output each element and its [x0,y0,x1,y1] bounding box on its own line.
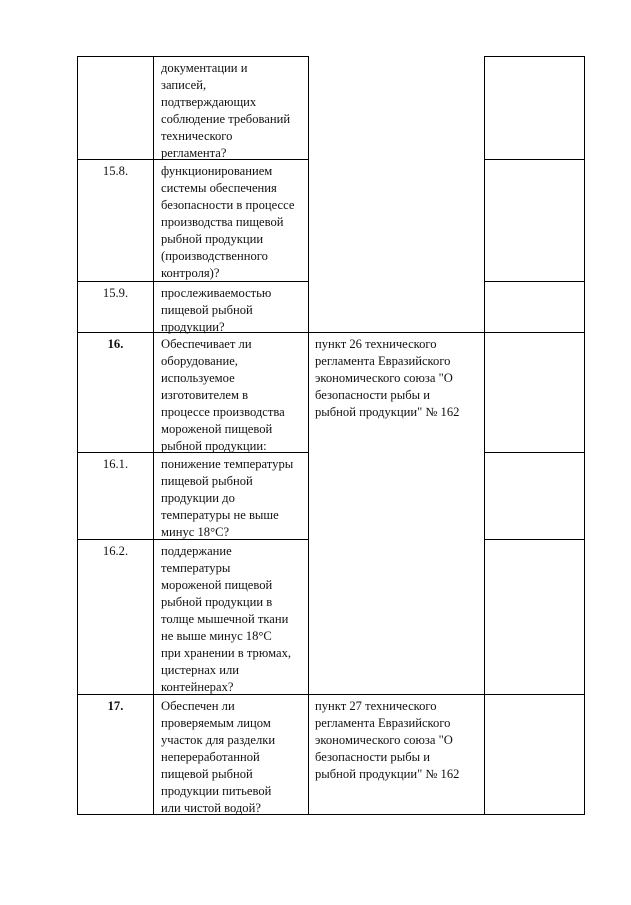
row-separator-result [484,159,585,160]
row-number: 16. [107,337,124,351]
row-number: 17. [107,699,124,713]
question-text-line: продукции до [161,491,235,505]
question-text-line: минус 18°С? [161,525,230,539]
question-text-line: пищевой рыбной [161,303,253,317]
row-number: 16.2. [102,544,129,558]
question-text-line: рыбной продукции в [161,595,273,609]
row-number: 15.8. [102,164,129,178]
question-text-line: цистернах или [161,663,239,677]
question-text-line: (производственного [161,249,268,263]
question-text-line: рыбной продукции: [161,439,267,453]
question-text-line: температуры не выше [161,508,279,522]
reference-text-line: безопасности рыбы и [315,750,430,764]
question-text-line: контроля)? [161,266,220,280]
row-separator-result [484,281,585,282]
reference-text-line: экономического союза "О [315,733,453,747]
question-text-line: Обеспечен ли [161,699,235,713]
question-text-line: понижение температуры [161,457,294,471]
question-text-line: системы обеспечения [161,181,277,195]
question-text-line: используемое [161,371,235,385]
row-separator-result [484,332,585,333]
reference-text-line: регламента Евразийского [315,716,451,730]
table-border-bottom [77,814,585,815]
question-text-line: пищевой рыбной [161,767,253,781]
question-text-line: температуры [161,561,231,575]
column-divider-number [153,56,154,815]
question-text-line: Обеспечивает ли [161,337,252,351]
question-text-line: пищевой рыбной [161,474,253,488]
reference-text-line: пункт 27 технического [315,699,437,713]
reference-text-line: регламента Евразийского [315,354,451,368]
reference-text-line: рыбной продукции" № 162 [315,405,460,419]
question-text-line: участок для разделки [161,733,276,747]
question-text-line: прослеживаемостью [161,286,272,300]
row-separator-result [484,539,585,540]
question-text-line: мороженой пищевой [161,578,273,592]
question-text-line: мороженой пищевой [161,422,273,436]
row-number: 16.1. [102,457,129,471]
question-text-line: непереработанной [161,750,260,764]
question-text-line: технического [161,129,233,143]
reference-text-line: рыбной продукции" № 162 [315,767,460,781]
question-text-line: проверяемым лицом [161,716,271,730]
question-text-line: производства пищевой [161,215,284,229]
column-divider-question [308,56,309,815]
reference-text-line: пункт 26 технического [315,337,437,351]
question-text-line: подтверждающих [161,95,257,109]
question-text-line: записей, [161,78,207,92]
question-text-line: регламента? [161,146,227,160]
row-number: 15.9. [102,286,129,300]
question-text-line: не выше минус 18°С [161,629,272,643]
question-text-line: документации и [161,61,248,75]
table-border-top-right [484,56,585,57]
question-text-line: толще мышечной ткани [161,612,289,626]
question-text-line: рыбной продукции [161,232,264,246]
reference-text-line: экономического союза "О [315,371,453,385]
question-text-line: при хранении в трюмах, [161,646,292,660]
question-text-line: изготовителем в [161,388,249,402]
table-border-top [77,56,308,57]
question-text-line: продукции? [161,320,225,334]
question-text-line: соблюдение требований [161,112,291,126]
table-border-right [584,56,585,815]
question-text-line: безопасности в процессе [161,198,295,212]
question-text-line: оборудование, [161,354,238,368]
question-text-line: или чистой водой? [161,801,261,815]
row-separator-result [484,452,585,453]
row-separator-reference [308,694,484,695]
question-text-line: поддержание [161,544,232,558]
question-text-line: функционированием [161,164,273,178]
question-text-line: процессе производства [161,405,285,419]
reference-text-line: безопасности рыбы и [315,388,430,402]
question-text-line: продукции питьевой [161,784,272,798]
question-text-line: контейнерах? [161,680,234,694]
row-separator-reference [308,332,484,333]
row-separator-result [484,694,585,695]
column-divider-reference [484,56,485,815]
